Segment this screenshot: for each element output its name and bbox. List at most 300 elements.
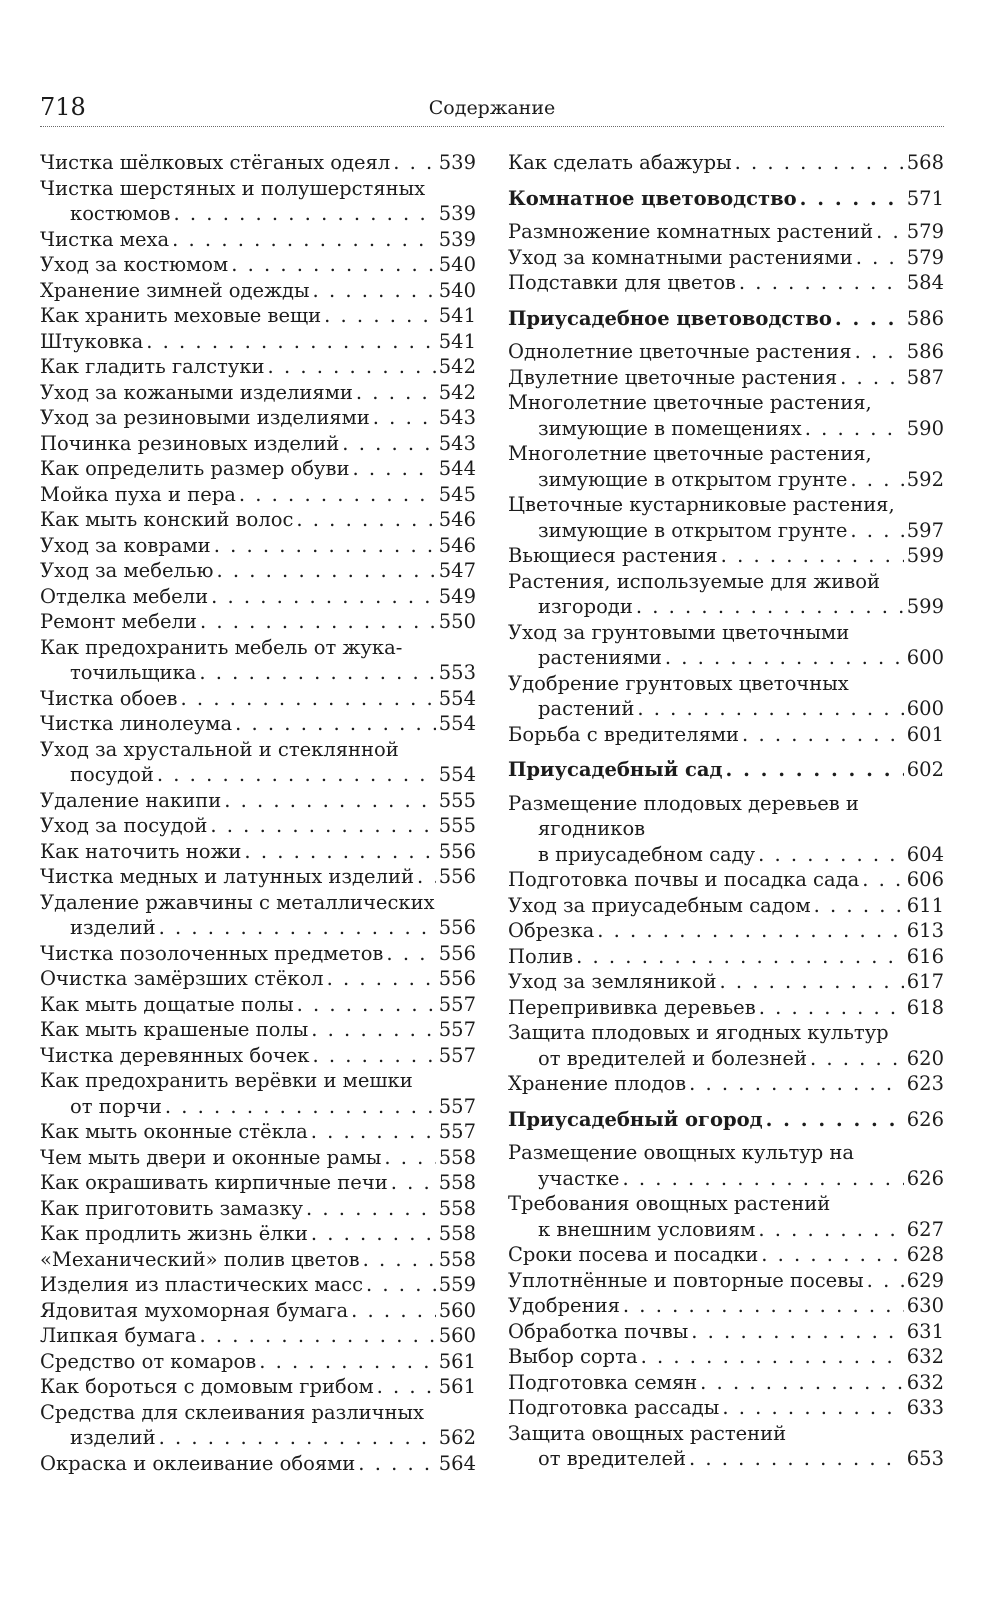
toc-page-number: 587 xyxy=(906,365,944,389)
dot-leader xyxy=(636,594,904,620)
toc-entry-line xyxy=(40,1451,476,1477)
toc-entry-title: Удаление накипи xyxy=(40,788,222,812)
toc-page-number: 554 xyxy=(438,712,476,735)
toc-entry-title: Чем мыть двери и оконные рамы xyxy=(40,1145,382,1169)
toc-entry-title: Размножение комнатных растений xyxy=(508,220,874,243)
toc-entry xyxy=(508,620,944,671)
toc-page-number: 541 xyxy=(438,329,476,353)
toc-entry-line xyxy=(40,1221,476,1247)
toc-page-number: 554 xyxy=(438,763,476,786)
toc-entry xyxy=(508,1344,944,1370)
dot-leader xyxy=(181,686,436,712)
toc-entry-title: Уход за кожаными изделиями xyxy=(40,380,353,404)
toc-entry-line xyxy=(508,671,944,697)
toc-entry xyxy=(508,245,944,271)
toc-entry-line xyxy=(508,1191,944,1217)
dot-leader xyxy=(211,584,436,610)
toc-entry-line xyxy=(508,390,944,416)
toc-entry-title: Как определить размер обуви xyxy=(40,457,350,480)
toc-page-number: 584 xyxy=(906,271,944,294)
toc-entry-line xyxy=(508,995,944,1021)
toc-entry-title: Растения, используемые для живой xyxy=(508,569,880,593)
toc-entry-title: Изделия из пластических масс xyxy=(40,1273,363,1296)
toc-entry xyxy=(40,1349,476,1375)
toc-entry-title: растений xyxy=(538,697,635,720)
toc-entry-title: Чистка деревянных бочек xyxy=(40,1043,310,1067)
toc-entry-title: Штуковка xyxy=(40,329,144,353)
toc-entry-title: Как мыть конский волос xyxy=(40,508,294,531)
toc-entry-line xyxy=(508,150,944,176)
toc-page-number: 623 xyxy=(906,1072,944,1095)
dot-leader xyxy=(417,864,436,890)
toc-entry xyxy=(508,671,944,722)
toc-entry xyxy=(40,227,476,253)
toc-entry xyxy=(40,354,476,380)
toc-page-number: 561 xyxy=(438,1375,476,1398)
toc-column-right xyxy=(508,150,944,1472)
toc-entry-line xyxy=(508,1071,944,1097)
toc-page-number: 618 xyxy=(906,995,944,1019)
toc-entry-line xyxy=(508,1107,944,1133)
dot-leader xyxy=(622,1166,903,1192)
toc-page-number: 560 xyxy=(438,1324,476,1347)
toc-entry-title: Как сделать абажуры xyxy=(508,151,732,174)
toc-entry xyxy=(508,270,944,296)
dot-leader xyxy=(297,992,436,1018)
toc-entry-title: Как хранить меховые вещи xyxy=(40,304,322,327)
toc-page-number: 542 xyxy=(438,380,476,404)
toc-page-number: 632 xyxy=(906,1370,944,1394)
toc-page-number: 592 xyxy=(906,467,944,491)
toc-entry-line xyxy=(508,467,944,493)
toc-entry-title: Средства для склеивания различных xyxy=(40,1400,425,1424)
dot-leader xyxy=(259,1349,436,1375)
toc-page-number: 611 xyxy=(906,893,944,917)
dot-leader xyxy=(311,1017,436,1043)
toc-entry xyxy=(508,543,944,569)
toc-entry xyxy=(40,431,476,457)
toc-entry xyxy=(40,329,476,355)
dot-leader xyxy=(761,1242,904,1268)
dot-leader xyxy=(235,711,436,737)
toc-entry-title: Уход за приусадебным садом xyxy=(508,893,811,917)
toc-entry xyxy=(40,1196,476,1222)
toc-entry-line xyxy=(508,365,944,391)
toc-page-number: 568 xyxy=(906,151,944,174)
toc-entry-title: Как предохранить мебель от жука- xyxy=(40,635,403,659)
toc-entry-line xyxy=(508,518,944,544)
toc-entry-line xyxy=(40,1425,476,1451)
toc-entry-title: Обрезка xyxy=(508,919,595,942)
toc-entry xyxy=(508,390,944,441)
toc-entry-line xyxy=(508,270,944,296)
toc-entry-title: Чистка шерстяных и полушерстяных xyxy=(40,176,426,200)
toc-entry-title: Уход за мебелью xyxy=(40,559,214,582)
dot-leader xyxy=(691,1319,904,1345)
toc-entry-line xyxy=(40,1068,476,1094)
toc-entry-title: участке xyxy=(538,1166,620,1190)
toc-entry-line xyxy=(508,416,944,442)
toc-entry-title: Как предохранить верёвки и мешки xyxy=(40,1069,413,1092)
toc-entry-title: Комнатное цветоводство xyxy=(508,186,797,210)
toc-page-number: 600 xyxy=(906,697,944,720)
dot-leader xyxy=(306,1196,436,1222)
dot-leader xyxy=(758,842,904,868)
toc-entry-title: от порчи xyxy=(70,1094,162,1118)
toc-page-number: 613 xyxy=(906,919,944,942)
toc-entry-line xyxy=(40,303,476,329)
toc-page-number: 550 xyxy=(438,610,476,633)
toc-entry-title: Починка резиновых изделий xyxy=(40,431,340,455)
toc-entry xyxy=(508,969,944,995)
toc-section-heading xyxy=(508,306,944,332)
toc-entry xyxy=(40,890,476,941)
toc-entry-title: Защита овощных растений xyxy=(508,1421,787,1445)
toc-page-number: 557 xyxy=(438,992,476,1016)
toc-entry-title: посудой xyxy=(70,763,154,786)
toc-entry-title: Уход за резиновыми изделиями xyxy=(40,406,370,429)
dot-leader xyxy=(689,1446,904,1472)
toc-entry-title: Уход за посудой xyxy=(40,814,208,837)
toc-entry-line xyxy=(40,941,476,967)
dot-leader xyxy=(759,995,904,1021)
dot-leader xyxy=(850,518,903,544)
toc-entry-line xyxy=(40,558,476,584)
dot-leader xyxy=(391,1170,436,1196)
dot-leader xyxy=(373,405,436,431)
toc-entry xyxy=(40,635,476,686)
toc-entry xyxy=(40,507,476,533)
toc-entry-line xyxy=(508,816,944,842)
toc-entry-line xyxy=(40,507,476,533)
toc-entry xyxy=(40,1017,476,1043)
toc-entry-line xyxy=(508,969,944,995)
toc-entry xyxy=(40,992,476,1018)
toc-entry xyxy=(508,1268,944,1294)
toc-entry-line xyxy=(508,944,944,970)
toc-entry-title: Перепрививка деревьев xyxy=(508,995,756,1019)
dot-leader xyxy=(800,186,904,212)
toc-page-number: 555 xyxy=(438,814,476,837)
toc-page-number: 628 xyxy=(906,1243,944,1266)
toc-entry-title: изгороди xyxy=(538,595,633,618)
toc-entry-title: Очистка замёрзших стёкол xyxy=(40,967,324,990)
toc-entry-line xyxy=(40,1400,476,1426)
toc-entry-line xyxy=(40,176,476,202)
toc-entry-title: Удобрения xyxy=(508,1294,620,1317)
toc-entry-title: ягодников xyxy=(538,817,646,840)
toc-page-number: 556 xyxy=(438,839,476,863)
toc-entry xyxy=(508,569,944,620)
toc-page-number: 553 xyxy=(438,661,476,684)
toc-entry-title: Удобрение грунтовых цветочных xyxy=(508,671,849,695)
toc-page-number: 627 xyxy=(906,1217,944,1241)
toc-page-number: 564 xyxy=(438,1451,476,1475)
toc-page-number: 597 xyxy=(906,518,944,542)
toc-page-number: 558 xyxy=(438,1171,476,1194)
toc-entry-line xyxy=(508,893,944,919)
toc-entry xyxy=(40,941,476,967)
toc-entry-title: Как мыть крашеные полы xyxy=(40,1018,309,1041)
toc-entry xyxy=(40,864,476,890)
toc-entry-line xyxy=(508,791,944,817)
toc-entry xyxy=(40,558,476,584)
toc-page-number: 558 xyxy=(438,1247,476,1271)
toc-entry-title: Липкая бумага xyxy=(40,1324,197,1347)
toc-entry xyxy=(508,944,944,970)
toc-entry-title: Уход за комнатными растениями xyxy=(508,245,853,269)
toc-entry xyxy=(40,1043,476,1069)
toc-entry-line xyxy=(40,227,476,253)
dot-leader xyxy=(352,456,435,482)
toc-page-number: 632 xyxy=(906,1345,944,1368)
toc-entry-line xyxy=(40,1017,476,1043)
toc-entry-line xyxy=(40,405,476,431)
dot-leader xyxy=(384,1145,435,1171)
toc-entry-title: Чистка шёлковых стёганых одеял xyxy=(40,151,391,174)
toc-page-number: 554 xyxy=(438,686,476,710)
toc-entry xyxy=(40,150,476,176)
toc-entry xyxy=(508,339,944,365)
toc-entry xyxy=(40,380,476,406)
toc-entry-line xyxy=(508,1046,944,1072)
toc-entry-title: Уплотнённые и повторные посевы xyxy=(508,1268,864,1292)
toc-entry xyxy=(40,303,476,329)
toc-entry-line xyxy=(40,1298,476,1324)
toc-entry-line xyxy=(40,966,476,992)
toc-page-number: 544 xyxy=(438,457,476,480)
dot-leader xyxy=(327,966,436,992)
toc-section-heading xyxy=(508,1107,944,1133)
toc-entry-title: Подготовка рассады xyxy=(508,1396,720,1419)
toc-entry xyxy=(40,456,476,482)
toc-entry xyxy=(40,686,476,712)
dot-leader xyxy=(199,1323,435,1349)
toc-entry-line xyxy=(40,813,476,839)
toc-page-number: 540 xyxy=(438,253,476,276)
dot-leader xyxy=(637,696,903,722)
dot-leader xyxy=(174,201,436,227)
toc-entry-title: Размещение плодовых деревьев и xyxy=(508,791,859,815)
toc-entry-title: в приусадебном саду xyxy=(538,842,756,866)
toc-entry-title: Уход за костюмом xyxy=(40,253,229,276)
running-title: Содержание xyxy=(428,97,556,119)
toc-entry xyxy=(40,788,476,814)
toc-entry-line xyxy=(40,456,476,482)
dot-leader xyxy=(597,918,904,944)
toc-entry xyxy=(40,1145,476,1171)
toc-entry-line xyxy=(40,584,476,610)
toc-entry xyxy=(40,609,476,635)
toc-entry xyxy=(40,1068,476,1119)
toc-entry xyxy=(40,533,476,559)
toc-entry xyxy=(40,252,476,278)
toc-entry-title: Окраска и оклеивание обоями xyxy=(40,1451,356,1475)
toc-entry-line xyxy=(508,441,944,467)
dot-leader xyxy=(244,839,435,865)
toc-entry-line xyxy=(508,645,944,671)
toc-entry-title: Выбор сорта xyxy=(508,1345,638,1368)
dot-leader xyxy=(199,660,435,686)
toc-entry xyxy=(508,1020,944,1071)
dot-leader xyxy=(814,893,904,919)
dot-leader xyxy=(377,1374,436,1400)
toc-page-number: 558 xyxy=(438,1222,476,1245)
toc-entry-line xyxy=(40,1170,476,1196)
toc-entry xyxy=(508,219,944,245)
toc-page-number: 557 xyxy=(438,1120,476,1143)
dot-leader xyxy=(214,533,436,559)
dot-leader xyxy=(689,1071,904,1097)
toc-entry xyxy=(40,1170,476,1196)
dot-leader xyxy=(313,278,436,304)
toc-entry-line xyxy=(508,1421,944,1447)
dot-leader xyxy=(835,306,904,332)
toc-page-number: 560 xyxy=(438,1298,476,1322)
dot-leader xyxy=(224,788,436,814)
page-header xyxy=(40,92,944,127)
toc-page-number: 562 xyxy=(438,1426,476,1449)
toc-entry-line xyxy=(40,839,476,865)
toc-page-number: 629 xyxy=(906,1268,944,1292)
toc-entry-title: изделий xyxy=(70,916,156,939)
toc-entry-title: Ремонт мебели xyxy=(40,610,197,633)
toc-entry-title: Как бороться с домовым грибом xyxy=(40,1375,374,1398)
toc-entry-line xyxy=(508,696,944,722)
toc-entry xyxy=(40,711,476,737)
toc-entry-title: Многолетние цветочные растения, xyxy=(508,391,872,414)
toc-page-number: 616 xyxy=(906,944,944,968)
toc-entry-line xyxy=(40,1374,476,1400)
toc-page-number: 539 xyxy=(438,202,476,225)
toc-entry-line xyxy=(508,757,944,783)
toc-page-number: 557 xyxy=(438,1094,476,1118)
toc-entry-line xyxy=(508,1319,944,1345)
toc-entry-title: Полив xyxy=(508,944,574,968)
toc-entry-line xyxy=(508,867,944,893)
toc-entry-line xyxy=(508,1395,944,1421)
toc-entry-title: Как наточить ножи xyxy=(40,839,242,863)
toc-entry-title: Отделка мебели xyxy=(40,584,209,608)
toc-entry-title: Сроки посева и посадки xyxy=(508,1243,759,1266)
toc-entry-line xyxy=(40,762,476,788)
toc-entry-line xyxy=(40,278,476,304)
toc-entry-title: Подготовка почвы и посадка сада xyxy=(508,868,860,891)
toc-entry xyxy=(508,1140,944,1191)
toc-entry-title: Многолетние цветочные растения, xyxy=(508,442,872,465)
dot-leader xyxy=(641,1344,904,1370)
toc-page-number: 543 xyxy=(438,431,476,455)
dot-leader xyxy=(342,431,435,457)
toc-entry-line xyxy=(40,1349,476,1375)
toc-page-number: 586 xyxy=(906,306,944,330)
toc-entry-title: Защита плодовых и ягодных культур xyxy=(508,1021,889,1044)
toc-entry xyxy=(40,1221,476,1247)
toc-entry-title: Подставки для цветов xyxy=(508,271,736,294)
toc-entry xyxy=(40,966,476,992)
toc-entry-title: Средство от комаров xyxy=(40,1349,257,1373)
dot-leader xyxy=(172,227,436,253)
toc-entry xyxy=(40,1374,476,1400)
dot-leader xyxy=(231,252,436,278)
toc-entry-line xyxy=(40,482,476,508)
toc-entry-line xyxy=(40,1094,476,1120)
toc-entry xyxy=(508,1191,944,1242)
toc-entry xyxy=(40,482,476,508)
toc-page-number: 626 xyxy=(906,1166,944,1190)
toc-entry-title: Чистка меха xyxy=(40,227,170,251)
toc-entry xyxy=(40,584,476,610)
dot-leader xyxy=(719,969,903,995)
dot-leader xyxy=(386,941,435,967)
toc-entry-line xyxy=(508,1370,944,1396)
toc-entry-line xyxy=(40,1247,476,1273)
toc-entry-line xyxy=(40,737,476,763)
dot-leader xyxy=(840,365,904,391)
toc-entry xyxy=(40,839,476,865)
dot-leader xyxy=(216,558,435,584)
toc-entry xyxy=(40,1400,476,1451)
toc-entry-title: Чистка обоев xyxy=(40,686,178,710)
dot-leader xyxy=(876,219,904,245)
toc-entry-title: изделий xyxy=(70,1426,156,1449)
toc-page-number: 558 xyxy=(438,1196,476,1220)
toc-section-heading xyxy=(508,757,944,783)
toc-page-number: 606 xyxy=(906,868,944,891)
toc-entry-line xyxy=(40,660,476,686)
dot-leader xyxy=(239,482,436,508)
dot-leader xyxy=(351,1298,436,1324)
toc-entry-title: Как окрашивать кирпичные печи xyxy=(40,1171,388,1194)
dot-leader xyxy=(146,329,436,355)
dot-leader xyxy=(311,1119,436,1145)
toc-entry-line xyxy=(40,1196,476,1222)
toc-entry-title: Размещение овощных культур на xyxy=(508,1141,855,1164)
toc-entry-line xyxy=(508,245,944,271)
toc-page-number: 626 xyxy=(906,1107,944,1131)
toc-page-number: 557 xyxy=(438,1018,476,1041)
dot-leader xyxy=(722,1395,903,1421)
toc-entry-line xyxy=(40,431,476,457)
toc-entry xyxy=(40,1119,476,1145)
toc-entry-line xyxy=(508,1140,944,1166)
toc-entry xyxy=(508,1242,944,1268)
toc-entry xyxy=(508,722,944,748)
toc-entry-title: Чистка медных и латунных изделий xyxy=(40,865,414,888)
toc-page-number: 557 xyxy=(438,1043,476,1067)
toc-entry-line xyxy=(508,1166,944,1192)
toc-entry xyxy=(508,791,944,868)
toc-entry-line xyxy=(508,569,944,595)
toc-entry xyxy=(40,1247,476,1273)
toc-entry xyxy=(508,867,944,893)
toc-entry xyxy=(508,441,944,492)
toc-page-number: 599 xyxy=(906,544,944,567)
toc-entry xyxy=(508,918,944,944)
dot-leader xyxy=(159,915,436,941)
toc-entry-title: Уход за земляникой xyxy=(508,970,717,993)
toc-entry-line xyxy=(40,329,476,355)
toc-entry-title: Как приготовить замазку xyxy=(40,1196,303,1220)
dot-leader xyxy=(366,1272,436,1298)
toc-entry-line xyxy=(40,635,476,661)
toc-entry xyxy=(508,1421,944,1472)
dot-leader xyxy=(805,416,904,442)
toc-page-number: 599 xyxy=(906,595,944,618)
toc-entry-title: Ядовитая мухоморная бумага xyxy=(40,1298,349,1322)
dot-leader xyxy=(157,762,436,788)
toc-page-number: 633 xyxy=(906,1396,944,1419)
